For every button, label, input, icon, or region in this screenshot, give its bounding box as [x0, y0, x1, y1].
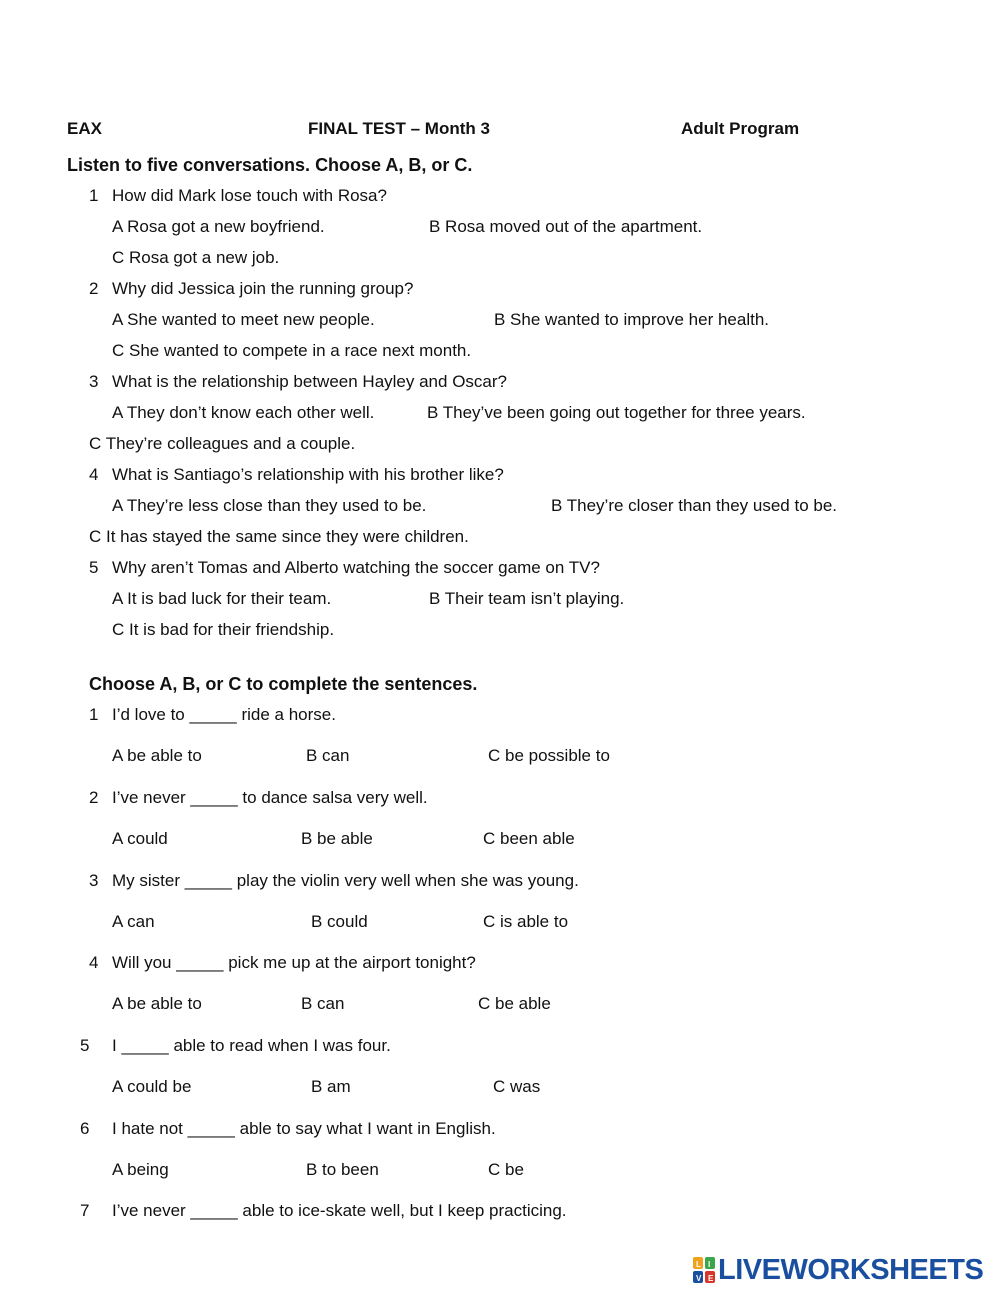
question-text: I _____ able to read when I was four. — [112, 1036, 391, 1055]
option-a: A be able to — [112, 746, 202, 765]
question-text: My sister _____ play the violin very well when she was young. — [112, 871, 579, 890]
option-c: C be possible to — [488, 746, 610, 765]
listening-section-title: Listen to five conversations. Choose A, B, or C. — [67, 155, 473, 175]
liveworksheets-logo-icon — [693, 1257, 715, 1283]
question-text: Why did Jessica join the running group? — [112, 279, 414, 298]
option-c: C Rosa got a new job. — [112, 248, 280, 267]
question-number: 3 — [89, 871, 99, 890]
option-c: C She wanted to compete in a race next month. — [112, 341, 472, 360]
question-number: 4 — [89, 465, 99, 484]
question-number: 1 — [89, 705, 99, 724]
grammar-section-title: Choose A, B, or C to complete the sentences. — [89, 674, 478, 694]
question-text: I’ve never _____ to dance salsa very well. — [112, 788, 428, 807]
option-a: A They don’t know each other well. — [112, 403, 375, 422]
option-b: B They’ve been going out together for three years. — [427, 403, 806, 422]
option-a: A could — [112, 829, 168, 848]
question-text: How did Mark lose touch with Rosa? — [112, 186, 387, 205]
option-b: B to been — [306, 1160, 379, 1179]
question-text: What is Santiago’s relationship with his brother like? — [112, 465, 504, 484]
svg-text:E: E — [708, 1274, 714, 1283]
option-c: C It has stayed the same since they were children. — [89, 527, 469, 546]
question-text: I’d love to _____ ride a horse. — [112, 705, 336, 724]
option-b: B They’re closer than they used to be. — [551, 496, 838, 515]
header-right: Adult Program — [681, 119, 800, 138]
option-b: B can — [301, 994, 345, 1013]
liveworksheets-logo-text: LIVEWORKSHEETS — [718, 1254, 984, 1286]
option-c: C is able to — [483, 912, 569, 931]
svg-text:V: V — [696, 1274, 702, 1283]
option-b: B could — [311, 912, 368, 931]
option-c: C was — [493, 1077, 541, 1096]
header-title: FINAL TEST – Month 3 — [308, 119, 490, 138]
question-number: 2 — [89, 788, 99, 807]
svg-text:I: I — [708, 1260, 711, 1269]
option-a: A being — [112, 1160, 169, 1179]
question-text: What is the relationship between Hayley and Oscar? — [112, 372, 507, 391]
option-c: C be able — [478, 994, 551, 1013]
option-b: B can — [306, 746, 350, 765]
question-number: 4 — [89, 953, 99, 972]
question-number: 3 — [89, 372, 99, 391]
option-b: B She wanted to improve her health. — [494, 310, 769, 329]
option-c: C been able — [483, 829, 575, 848]
header-left: EAX — [67, 119, 102, 138]
option-b: B am — [311, 1077, 351, 1096]
question-text: I’ve never _____ able to ice-skate well, but I keep practicing. — [112, 1201, 567, 1220]
question-number: 6 — [80, 1119, 90, 1138]
svg-text:L: L — [696, 1260, 701, 1269]
option-a: A She wanted to meet new people. — [112, 310, 375, 329]
option-a: A can — [112, 912, 155, 931]
question-number: 2 — [89, 279, 99, 298]
question-number: 1 — [89, 186, 99, 205]
option-b: B be able — [301, 829, 373, 848]
question-number: 5 — [89, 558, 99, 577]
option-c: C be — [488, 1160, 524, 1179]
question-number: 7 — [80, 1201, 90, 1220]
option-c: C It is bad for their friendship. — [112, 620, 335, 639]
option-a: A It is bad luck for their team. — [112, 589, 332, 608]
liveworksheets-logo — [693, 1255, 983, 1285]
option-b: B Their team isn’t playing. — [429, 589, 625, 608]
option-a: A could be — [112, 1077, 192, 1096]
option-c: C They’re colleagues and a couple. — [89, 434, 356, 453]
question-text: Will you _____ pick me up at the airport tonight? — [112, 953, 476, 972]
option-b: B Rosa moved out of the apartment. — [429, 217, 703, 236]
question-number: 5 — [80, 1036, 90, 1055]
option-a: A be able to — [112, 994, 202, 1013]
option-a: A They’re less close than they used to be. — [112, 496, 427, 515]
question-text: I hate not _____ able to say what I want in English. — [112, 1119, 496, 1138]
question-text: Why aren’t Tomas and Alberto watching the soccer game on TV? — [112, 558, 600, 577]
option-a: A Rosa got a new boyfriend. — [112, 217, 325, 236]
